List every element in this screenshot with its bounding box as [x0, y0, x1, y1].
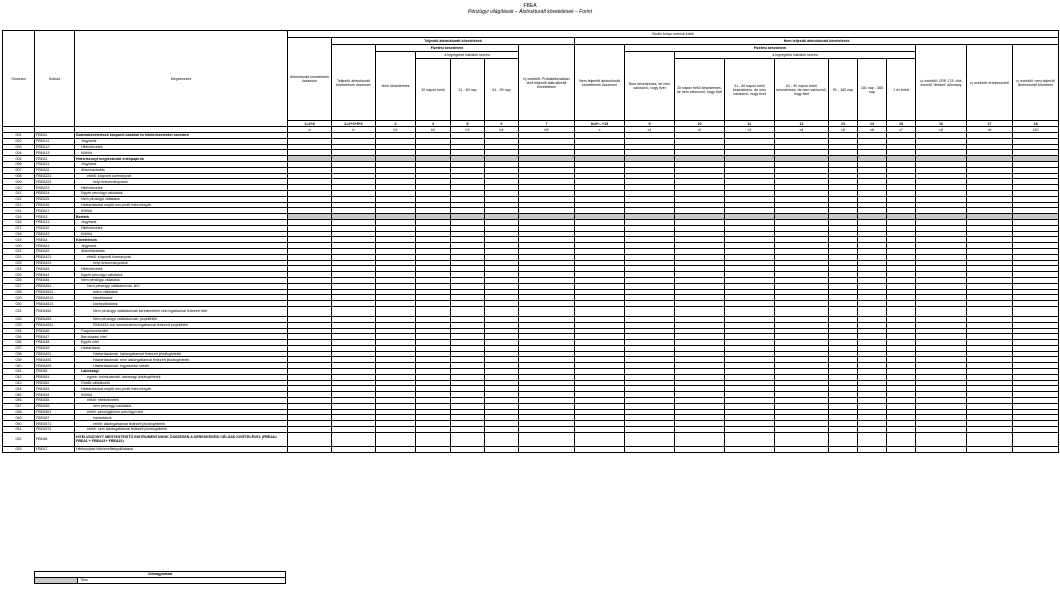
row-code: FBEA25	[35, 196, 75, 202]
header-col-c9: c) ezekből: értékvesztett	[967, 45, 1013, 121]
value-cell[interactable]	[376, 446, 416, 452]
value-cell[interactable]	[485, 432, 519, 446]
row-number: 018	[3, 231, 35, 237]
row-number: 046	[3, 398, 35, 404]
row-number: 006	[3, 161, 35, 167]
row-code: FBEA4511	[35, 289, 75, 295]
row-code: FBEA4512	[35, 295, 75, 301]
row-number: 042	[3, 374, 35, 380]
row-description: Nem pénzügyi vállalatok	[75, 277, 288, 283]
row-number: 030	[3, 301, 35, 307]
row-description: ebből: központi kormányzat	[75, 173, 288, 179]
form-title: FBEA	[523, 3, 537, 9]
row-code: FBEA4513	[35, 301, 75, 307]
row-code: FBEA23	[35, 185, 75, 191]
header-col-c6: 181 nap - 365 nap	[858, 59, 887, 121]
row-number: 023	[3, 260, 35, 266]
header-legregebbi-2: a legrégebbi hátralék szerint	[675, 52, 916, 59]
row-description: Államháztartás	[75, 167, 288, 173]
header-col-b: Teljesítő átstrukturált követelések összesen	[332, 45, 376, 121]
header-legregebbi-1: a legrégebbi hátralék szerint	[416, 52, 519, 59]
letter-cell: c1	[625, 127, 675, 133]
row-code: FBEA5	[35, 369, 75, 375]
row-description: Háztartások	[75, 345, 288, 351]
row-description: Nem pénzügyi vállalatok	[75, 196, 288, 202]
formula-cell: 3	[376, 121, 416, 127]
formula-cell: 1=2+8	[288, 121, 332, 127]
header-col-c1: Nem késedelmes, de nem valószínű, hogy fizet	[625, 52, 675, 121]
row-code: FBEA24	[35, 190, 75, 196]
row-description: helyi önkormányzatok	[75, 260, 288, 266]
row-description: kisvállalatok	[75, 295, 288, 301]
row-code: FBEA43	[35, 266, 75, 272]
row-code: FBEA571	[35, 421, 75, 427]
row-code: FBEA1	[35, 133, 75, 139]
letter-cell: c3	[725, 127, 775, 133]
row-number: 013	[3, 202, 35, 208]
value-cell[interactable]	[775, 432, 829, 446]
value-cell[interactable]	[416, 432, 451, 446]
formula-cell: 2=3+4+5+6	[332, 121, 376, 127]
row-description: Nem pénzügyi vállalatoknak kereskedelmi célú ingatlannal fedezett hitel	[75, 306, 288, 316]
row-number: 053	[3, 446, 35, 452]
formula-cell: 8=9+...+15	[575, 121, 625, 127]
letter-cell: b3	[451, 127, 485, 133]
formula-cell: 12	[775, 121, 829, 127]
row-number: 014	[3, 208, 35, 214]
value-cell[interactable]	[451, 306, 485, 316]
row-description: Egyéb pénzügyi vállalatok	[75, 272, 288, 278]
value-cell[interactable]	[858, 446, 887, 452]
row-number: 005	[3, 156, 35, 162]
row-code: FBEA4	[35, 237, 75, 243]
value-cell[interactable]	[829, 306, 858, 316]
row-code: FBEA422	[35, 260, 75, 266]
row-code: FBEA572	[35, 427, 75, 433]
row-number: 008	[3, 173, 35, 179]
row-code: FBEA48	[35, 340, 75, 346]
row-number: 043	[3, 380, 35, 386]
row-description: Nem pénzügyi vállalatoknak: kkV	[75, 283, 288, 289]
row-code: FBEA4531	[35, 322, 75, 328]
row-code: FBEA493	[35, 363, 75, 369]
row-description: egyéb: forintszámlák: lakossági jelzáloghitelek	[75, 374, 288, 380]
row-code: FBEA3	[35, 214, 75, 220]
value-cell[interactable]	[1013, 432, 1059, 446]
row-description: Egyéb pénzügyi vállalatok	[75, 190, 288, 196]
value-cell[interactable]	[829, 432, 858, 446]
row-number: 024	[3, 266, 35, 272]
value-cell[interactable]	[485, 306, 519, 316]
value-cell[interactable]	[725, 446, 775, 452]
row-description: Háztartásoknak: fogyasztási hitelek	[75, 363, 288, 369]
value-cell[interactable]	[519, 306, 575, 316]
row-description: ebből: központi kormányzat	[75, 254, 288, 260]
value-cell[interactable]	[519, 432, 575, 446]
row-number: 045	[3, 392, 35, 398]
row-description: Egyéb hitel	[75, 340, 288, 346]
row-number: 050	[3, 421, 35, 427]
header-col-b3: 31 - 60 nap	[451, 59, 485, 121]
header-col-b4: 61 - 90 nap	[485, 59, 519, 121]
row-number: 037	[3, 345, 35, 351]
row-code: FBEA491	[35, 351, 75, 357]
header-sorszam: Sorszám	[3, 31, 35, 127]
letter-cell: b2	[416, 127, 451, 133]
header-fizetesi-kesedelem-2: Fizetési késedelem	[625, 45, 916, 52]
table-row	[3, 446, 1059, 452]
header-sorkod: Sorkód	[35, 31, 75, 127]
row-number: 025	[3, 272, 35, 278]
row-number: 041	[3, 369, 35, 375]
value-cell[interactable]	[451, 432, 485, 446]
letter-cell: b	[332, 127, 376, 133]
row-code: FBEA492	[35, 357, 75, 363]
row-description: Betétek	[75, 214, 288, 220]
table-row	[3, 306, 1059, 316]
legend	[34, 571, 286, 584]
value-cell[interactable]	[288, 306, 332, 316]
row-number: 020	[3, 243, 35, 249]
formula-cell: 5	[451, 121, 485, 127]
letter-cell: c9	[967, 127, 1013, 133]
row-code: FBEA55	[35, 398, 75, 404]
row-code: FBEA49	[35, 345, 75, 351]
row-description: Hitelnyújtási kötelezettségvállalások	[75, 446, 288, 452]
formula-cell: 7	[519, 121, 575, 127]
row-description: Hitelintézetek	[75, 225, 288, 231]
formula-cell: 18	[1013, 121, 1059, 127]
row-code: FBEA46	[35, 328, 75, 334]
row-code: FBEA11	[35, 138, 75, 144]
row-code: FBEA453	[35, 316, 75, 322]
row-number: 021	[3, 248, 35, 254]
row-description: háztartások	[75, 415, 288, 421]
row-description: Háztartásokat segítő non-profit intézmények	[75, 202, 288, 208]
row-code: FBEA22	[35, 167, 75, 173]
value-cell[interactable]	[675, 306, 725, 316]
report-table	[2, 30, 1059, 453]
value-cell[interactable]	[858, 432, 887, 446]
form-subtitle: Pénzügyi világítások – Átstrukturált követelések – Forint	[468, 9, 592, 15]
letter-cell: b4	[485, 127, 519, 133]
value-cell[interactable]	[332, 446, 376, 452]
row-description: Jegybank	[75, 243, 288, 249]
row-code: FBEA7	[35, 446, 75, 452]
row-number: 035	[3, 334, 35, 340]
row-code: FBEA421	[35, 254, 75, 260]
row-code: FBEA54	[35, 392, 75, 398]
letter-cell: c2	[675, 127, 725, 133]
header-teljesito: Teljesítő átstrukturált követelések	[332, 38, 575, 45]
row-number: 034	[3, 328, 35, 334]
table-row	[3, 432, 1059, 446]
value-cell[interactable]	[858, 306, 887, 316]
value-cell[interactable]	[575, 446, 625, 452]
header-col-c5: 91 - 180 nap	[829, 59, 858, 121]
header-col-b2: 30 napon belül	[416, 59, 451, 121]
row-description: Számlakövetelések központi bankkal és hitelintézetekkel szemben	[75, 133, 288, 139]
formula-cell: 9	[625, 121, 675, 127]
row-description: Hitelviszonyt megtestesítő értékpapírok	[75, 156, 288, 162]
row-description: Háztartásokat segítő non-profit intézmények	[75, 386, 288, 392]
value-cell[interactable]	[332, 432, 376, 446]
row-number: 001	[3, 133, 35, 139]
value-cell[interactable]	[967, 432, 1013, 446]
row-code: FBEA45	[35, 277, 75, 283]
header-col-c: Nem teljesítő átstrukturált követelések összesen	[575, 45, 625, 121]
header-col-b1: Nem késedelmes	[376, 52, 416, 121]
header-col-c3: 31 - 60 napon belül késedelmes, de nem valószínű, hogy fizet	[725, 59, 775, 121]
row-description: mikro vállalatok	[75, 289, 288, 295]
row-number: 022	[3, 254, 35, 260]
row-description: Külföld	[75, 150, 288, 156]
header-col-c4: 61 - 90 napon belül késedelmes, de nem valószínű, hogy fizet	[775, 59, 829, 121]
row-code: FBEA42	[35, 248, 75, 254]
row-number: 038	[3, 351, 35, 357]
row-number: 017	[3, 225, 35, 231]
value-cell[interactable]	[376, 432, 416, 446]
letter-cell: c4	[775, 127, 829, 133]
row-description: Jegybank	[75, 161, 288, 167]
header-brutto: Bruttó könyv szerinti érték	[288, 31, 1059, 38]
row-description: ebből: hitelintézetek	[75, 398, 288, 404]
header-nem-teljesito: Nem teljesítő átstrukturált követelések	[575, 38, 1059, 45]
row-code: FBEA221	[35, 173, 75, 179]
row-description: Hitelintézetek	[75, 185, 288, 191]
row-description: Forgóeszközhitel	[75, 328, 288, 334]
row-description: Jegybank	[75, 138, 288, 144]
value-cell[interactable]	[725, 306, 775, 316]
row-code: FBEA451	[35, 283, 75, 289]
value-cell[interactable]	[332, 306, 376, 316]
row-description: Jegybank	[75, 219, 288, 225]
row-code: FBEA53	[35, 386, 75, 392]
value-cell[interactable]	[288, 432, 332, 446]
letter-cell: c8	[916, 127, 967, 133]
value-cell[interactable]	[967, 306, 1013, 316]
row-number: 002	[3, 138, 35, 144]
header-col-c8: c) ezekből: CRR 178. cikk szerinti "default" állomány	[916, 45, 967, 121]
row-code: FBEA21	[35, 161, 75, 167]
value-cell[interactable]	[916, 446, 967, 452]
formula-cell: 6	[485, 121, 519, 127]
letter-cell: a	[288, 127, 332, 133]
value-cell[interactable]	[416, 306, 451, 316]
row-number: 044	[3, 386, 35, 392]
formula-cell: 4	[416, 121, 451, 127]
row-number: 040	[3, 363, 35, 369]
value-cell[interactable]	[887, 432, 916, 446]
formula-cell: 14	[858, 121, 887, 127]
value-cell[interactable]	[451, 446, 485, 452]
row-description: helyi önkormányzatok	[75, 179, 288, 185]
value-cell[interactable]	[725, 432, 775, 446]
legend-label: Titos	[78, 578, 286, 584]
value-cell[interactable]	[1013, 446, 1059, 452]
row-code: FBEA2	[35, 156, 75, 162]
row-description: Követelések	[75, 237, 288, 243]
row-description: Háztartásoknak: lakóingatlannal fedezett jelzáloghitelek	[75, 351, 288, 357]
row-description: ebből: nem lakóingatlannal fedezett jelzáloghitelek	[75, 427, 288, 433]
value-cell[interactable]	[625, 306, 675, 316]
row-description: FBEA453-ból: kereskedelmi ingatlannal fedezett projekthitel	[75, 322, 288, 328]
row-number: 033	[3, 322, 35, 328]
row-code: FBEA31	[35, 219, 75, 225]
value-cell[interactable]	[519, 446, 575, 452]
row-number: 011	[3, 190, 35, 196]
row-description: Hitelintézetek	[75, 266, 288, 272]
value-cell[interactable]	[967, 446, 1013, 452]
row-number: 026	[3, 277, 35, 283]
header-col-c10: c) ezekből: nem teljesítő átstrukturált követelés	[1013, 45, 1059, 121]
formula-cell: 16	[916, 121, 967, 127]
legend-swatch	[35, 578, 78, 584]
header-col-b5: b) ezekből: Próbaidőszakban lévő teljesítő átstrukturált követelések	[519, 45, 575, 121]
value-cell[interactable]	[575, 306, 625, 316]
value-cell[interactable]	[288, 446, 332, 452]
row-code: FBEA452	[35, 306, 75, 316]
row-number: 027	[3, 283, 35, 289]
formula-cell: 10	[675, 121, 725, 127]
row-code: FBEA13	[35, 150, 75, 156]
value-cell[interactable]	[916, 432, 967, 446]
header-fizetesi-kesedelem-1: Fizetési késedelem	[376, 45, 519, 52]
row-number: 028	[3, 289, 35, 295]
row-number: 047	[3, 403, 35, 409]
row-description: nem pénzügyi vállalatok	[75, 403, 288, 409]
value-cell[interactable]	[675, 446, 725, 452]
row-code: FBEA57	[35, 415, 75, 421]
row-number: 051	[3, 427, 35, 433]
value-cell[interactable]	[416, 446, 451, 452]
row-description: Háztartásoknak: nem lakóingatlannal fedezett jelzáloghitelek	[75, 357, 288, 363]
value-cell[interactable]	[775, 306, 829, 316]
row-description: Államháztartás	[75, 248, 288, 254]
value-cell[interactable]	[625, 432, 675, 446]
header-col-a: Átstrukturált követelések összesen	[288, 38, 332, 121]
row-description: ebből: pénzügyi/nem pénzügyi hitel	[75, 409, 288, 415]
row-description: Külföld	[75, 208, 288, 214]
letter-cell: c	[575, 127, 625, 133]
row-description: középvállalatok	[75, 301, 288, 307]
row-number: 029	[3, 295, 35, 301]
row-code: FBEA51	[35, 374, 75, 380]
row-code: FBEA27	[35, 208, 75, 214]
row-code: FBEA41	[35, 243, 75, 249]
row-number: 049	[3, 415, 35, 421]
row-code: FBEA56	[35, 403, 75, 409]
row-number: 003	[3, 144, 35, 150]
row-description: Nem pénzügyi vállalatoknak: projekthitel	[75, 316, 288, 322]
table-body	[3, 133, 1059, 453]
row-number: 016	[3, 219, 35, 225]
value-cell[interactable]	[485, 446, 519, 452]
row-number: 048	[3, 409, 35, 415]
row-code: FBEA52	[35, 380, 75, 386]
row-code: FBEA32	[35, 225, 75, 231]
row-description: HITELVISZONYT MEGTESTESÍTŐ INSTRUMENTUMOK ÖSSZESEN A KERESKEDÉSI CÉLÚAK KIVÉTELÉVEL (FBEA6= FBEA1 + FBEA21+ FBEA22)	[75, 432, 288, 446]
header-col-c2: 30 napon belül késedelmes, de nem valószínű, hogy fizet	[675, 59, 725, 121]
value-cell[interactable]	[625, 446, 675, 452]
letter-cell: b1	[376, 127, 416, 133]
row-description: Külföld	[75, 231, 288, 237]
letter-cell: c7	[887, 127, 916, 133]
row-code: FBEA561	[35, 409, 75, 415]
row-number: 007	[3, 167, 35, 173]
row-code: FBEA26	[35, 202, 75, 208]
row-number: 012	[3, 196, 35, 202]
value-cell[interactable]	[887, 446, 916, 452]
letter-cell: c10	[1013, 127, 1059, 133]
row-description: Beruházási hitel	[75, 334, 288, 340]
row-number: 032	[3, 316, 35, 322]
row-code: FBEA33	[35, 231, 75, 237]
letter-cell: b5	[519, 127, 575, 133]
header-megnevezes: Megnevezés	[75, 31, 288, 127]
row-code: FBEA222	[35, 179, 75, 185]
row-code: FBEA47	[35, 334, 75, 340]
row-number: 019	[3, 237, 35, 243]
row-code: FBEA6	[35, 432, 75, 446]
row-number: 015	[3, 214, 35, 220]
row-number: 004	[3, 150, 35, 156]
value-cell[interactable]	[775, 446, 829, 452]
row-description: Hitelintézetek	[75, 144, 288, 150]
formula-cell: 15	[887, 121, 916, 127]
value-cell[interactable]	[376, 306, 416, 316]
value-cell[interactable]	[575, 432, 625, 446]
legend-title: Jelmagyarázat	[35, 572, 286, 578]
row-number: 031	[3, 306, 35, 316]
row-description: ebből: lakóingatlannal fedezett jelzáloghitelek	[75, 421, 288, 427]
formula-cell: 13	[829, 121, 858, 127]
row-number: 036	[3, 340, 35, 346]
value-cell[interactable]	[829, 446, 858, 452]
row-description: Lakossági	[75, 369, 288, 375]
row-description: Önálló vállalkozók	[75, 380, 288, 386]
row-number: 039	[3, 357, 35, 363]
row-number: 010	[3, 185, 35, 191]
formula-cell: 11	[725, 121, 775, 127]
value-cell[interactable]	[675, 432, 725, 446]
formula-cell: 17	[967, 121, 1013, 127]
letter-cell: c5	[829, 127, 858, 133]
row-code: FBEA12	[35, 144, 75, 150]
letter-cell: c6	[858, 127, 887, 133]
row-number: 052	[3, 432, 35, 446]
value-cell[interactable]	[916, 306, 967, 316]
value-cell[interactable]	[1013, 306, 1059, 316]
row-description: Külföld	[75, 392, 288, 398]
row-code: FBEA44	[35, 272, 75, 278]
value-cell[interactable]	[887, 306, 916, 316]
row-number: 009	[3, 179, 35, 185]
header-col-c7: 1 év felett	[887, 59, 916, 121]
